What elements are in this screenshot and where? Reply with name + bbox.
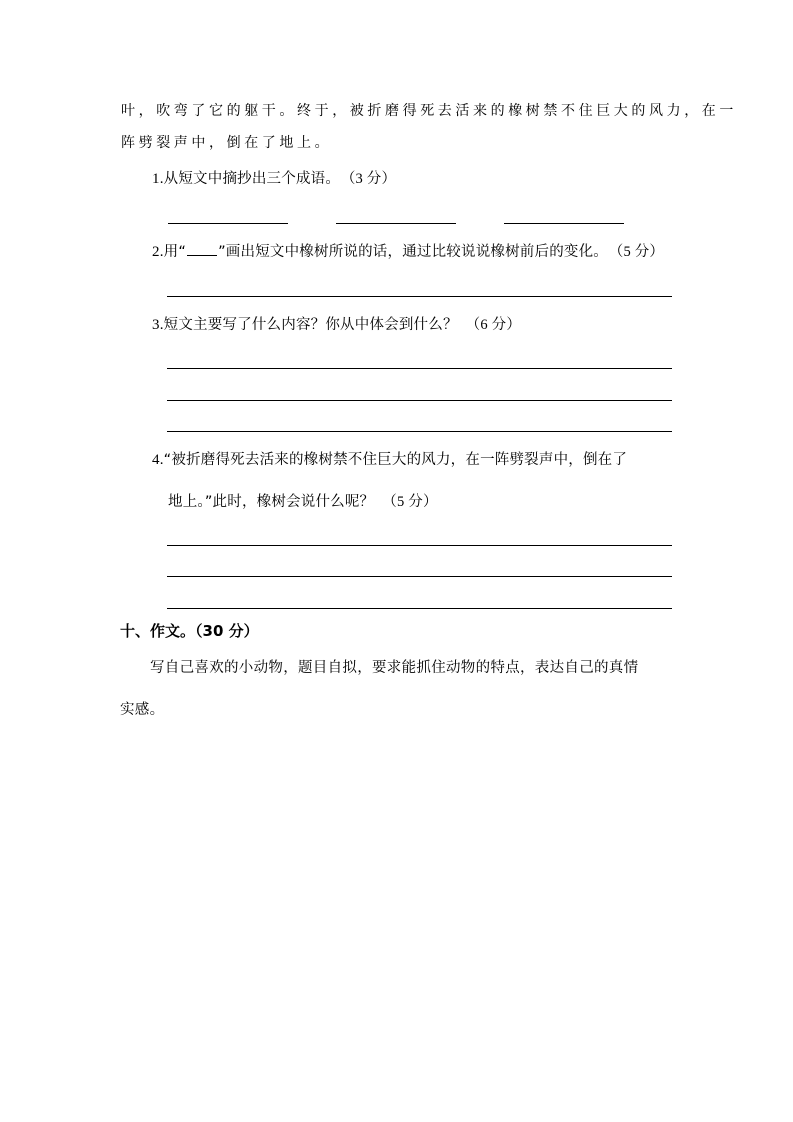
question-score: （3 分） (348, 171, 397, 187)
question-text-after: ”画出短文中橡树所说的话，通过比较说说橡树前后的变化。 (218, 244, 608, 260)
question-text: 从短文中摘抄出三个成语。 (163, 171, 341, 187)
section-title: 十、作文。（30 分） (120, 622, 259, 640)
passage-line-2: 阵劈裂声中，倒在了地上。 (121, 135, 333, 151)
question-number: 2. (152, 244, 164, 260)
question-1 (152, 170, 396, 188)
answer-line-idiom-1[interactable] (168, 223, 288, 224)
answer-line[interactable] (167, 296, 672, 297)
answer-line[interactable] (167, 608, 672, 609)
question-number: 3. (152, 317, 164, 333)
essay-prompt-line-2: 实感。 (120, 702, 165, 718)
answer-line-idiom-2[interactable] (336, 223, 456, 224)
question-text: 短文主要写了什么内容？你从中体会到什么？ (163, 317, 458, 333)
question-2 (152, 243, 664, 261)
answer-line-idiom-3[interactable] (504, 223, 624, 224)
question-score: （6 分） (465, 317, 522, 333)
answer-line[interactable] (167, 576, 672, 577)
question-number: 1. (152, 171, 164, 187)
answer-line[interactable] (167, 545, 672, 546)
question-4-continued (168, 493, 438, 511)
question-text-line-1: “被折磨得死去活来的橡树禁不住巨大的风力，在一阵劈裂声中，倒在了 (163, 452, 628, 468)
essay-prompt-line-1: 写自己喜欢的小动物，题目自拟，要求能抓住动物的特点，表达自己的真情 (150, 660, 639, 676)
question-3 (152, 316, 521, 334)
question-4 (152, 451, 627, 469)
answer-line[interactable] (167, 400, 672, 401)
answer-line[interactable] (167, 368, 672, 369)
question-text-before: 用“ (163, 244, 187, 260)
passage-line-1: 叶，吹弯了它的躯干。终于，被折磨得死去活来的橡树禁不住巨大的风力，在一 (121, 103, 737, 119)
underline-mark (187, 243, 217, 256)
answer-line[interactable] (167, 431, 672, 432)
question-text-line-2: 地上。”此时，橡树会说什么呢？ (168, 494, 375, 510)
question-score: （5 分） (616, 244, 665, 260)
question-score: （5 分） (382, 494, 438, 510)
question-number: 4. (152, 452, 164, 468)
